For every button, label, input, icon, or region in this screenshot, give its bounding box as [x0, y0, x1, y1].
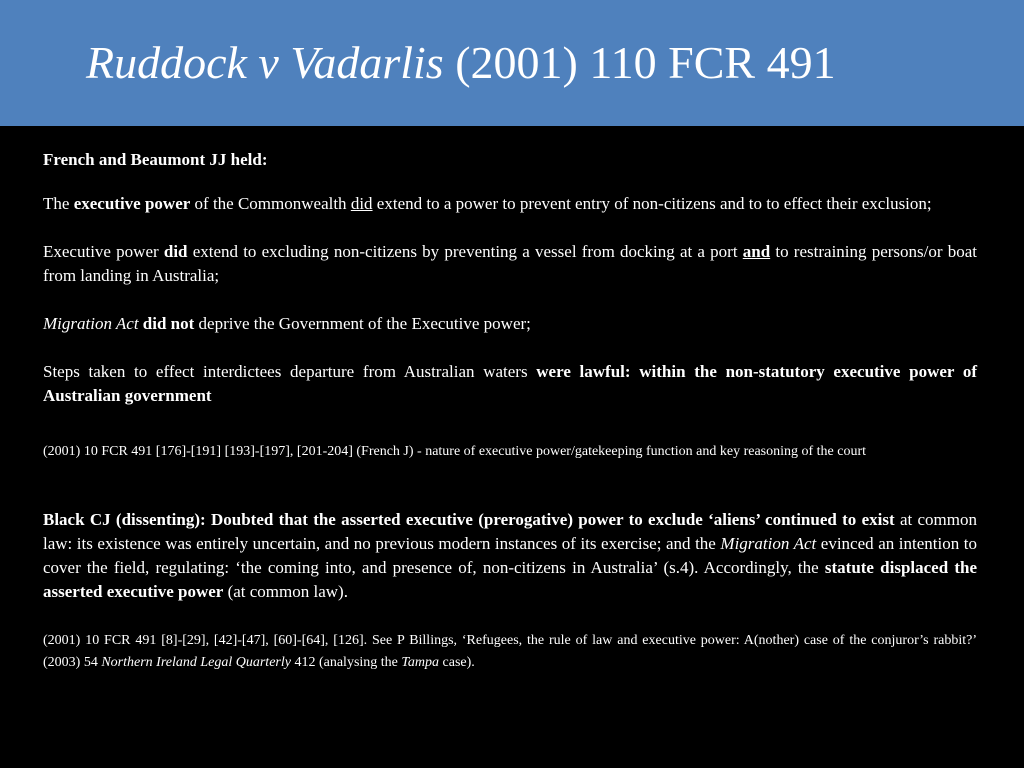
- holding-paragraph-1: [43, 192, 977, 216]
- case-name: Ruddock v Vadarlis: [86, 37, 444, 88]
- text-run-italic: Migration Act: [720, 534, 817, 553]
- held-heading: [43, 148, 977, 172]
- text-run: extend to a power to prevent entry of non-citizens and to to effect their exclusion;: [372, 194, 932, 213]
- text-run-bold: executive power: [73, 194, 191, 213]
- text-run-bold: statute displaced the asserted executive power: [43, 558, 978, 601]
- text-run: evinced an intention to cover the field, regulating: ‘the coming into, and presence of, non-citizens in Australia’ (s.4). Accordingly, the: [43, 534, 977, 577]
- reference-1: (2001) 10 FCR 491 [176]-[191] [193]-[197], [201-204] (French J) - nature of executive power/gatekeeping function and key reasoning of the court: [43, 444, 867, 459]
- text-run-bold: Black CJ (dissenting): Doubted that the asserted executive (prerogative) power to exclude ‘aliens’ continued to exist: [43, 510, 895, 529]
- text-run-italic: Tampa: [401, 655, 440, 670]
- text-run-bold-underlined: and: [742, 242, 771, 261]
- text-run: case).: [439, 655, 475, 670]
- title-bar: [0, 0, 1024, 126]
- holding-paragraph-4: [43, 360, 977, 408]
- dissent-paragraph: [43, 508, 977, 604]
- slide-body: [43, 148, 977, 674]
- case-citation: (2001) 110 FCR 491: [443, 37, 836, 88]
- text-run: 412 (analysing the: [290, 655, 402, 670]
- holding-paragraph-2: [43, 240, 977, 288]
- held-heading-text: French and Beaumont JJ held:: [43, 150, 268, 169]
- reference-2: [43, 630, 977, 674]
- text-run: deprive the Government of the Executive power;: [194, 314, 531, 333]
- text-run: (2001) 10 FCR 491 [8]-[29], [42]-[47], [60]-[64], [126]. See P Billings, ‘Refugees, the rule of law and executive power: A(nother) case of the conjuror’s rabbit?’ (2003) 54: [43, 633, 977, 670]
- text-run: of the Commonwealth: [190, 194, 351, 213]
- text-run: (at common law).: [223, 582, 348, 601]
- holding-paragraph-3: [43, 312, 977, 336]
- text-run-italic: Northern Ireland Legal Quarterly: [101, 655, 291, 670]
- text-run: at common law: its existence was entirely uncertain, and no previous modern instances of its exercise; and the: [43, 510, 977, 553]
- text-run: extend to excluding non-citizens by preventing a vessel from docking at a port: [187, 242, 743, 261]
- text-run-italic: Migration Act: [43, 314, 139, 333]
- text-run-underlined: did: [350, 194, 373, 213]
- slide-title: [86, 30, 836, 96]
- text-run: Executive power: [43, 242, 164, 261]
- text-run-bold: were lawful: within the non-statutory executive power of Australian government: [43, 362, 977, 405]
- text-run-bold: did not: [138, 314, 195, 333]
- text-run: The: [43, 194, 74, 213]
- text-run: to restraining persons/or boat from landing in Australia;: [43, 242, 977, 285]
- text-run: Steps taken to effect interdictees departure from Australian waters: [43, 362, 537, 381]
- text-run-bold: did: [163, 242, 188, 261]
